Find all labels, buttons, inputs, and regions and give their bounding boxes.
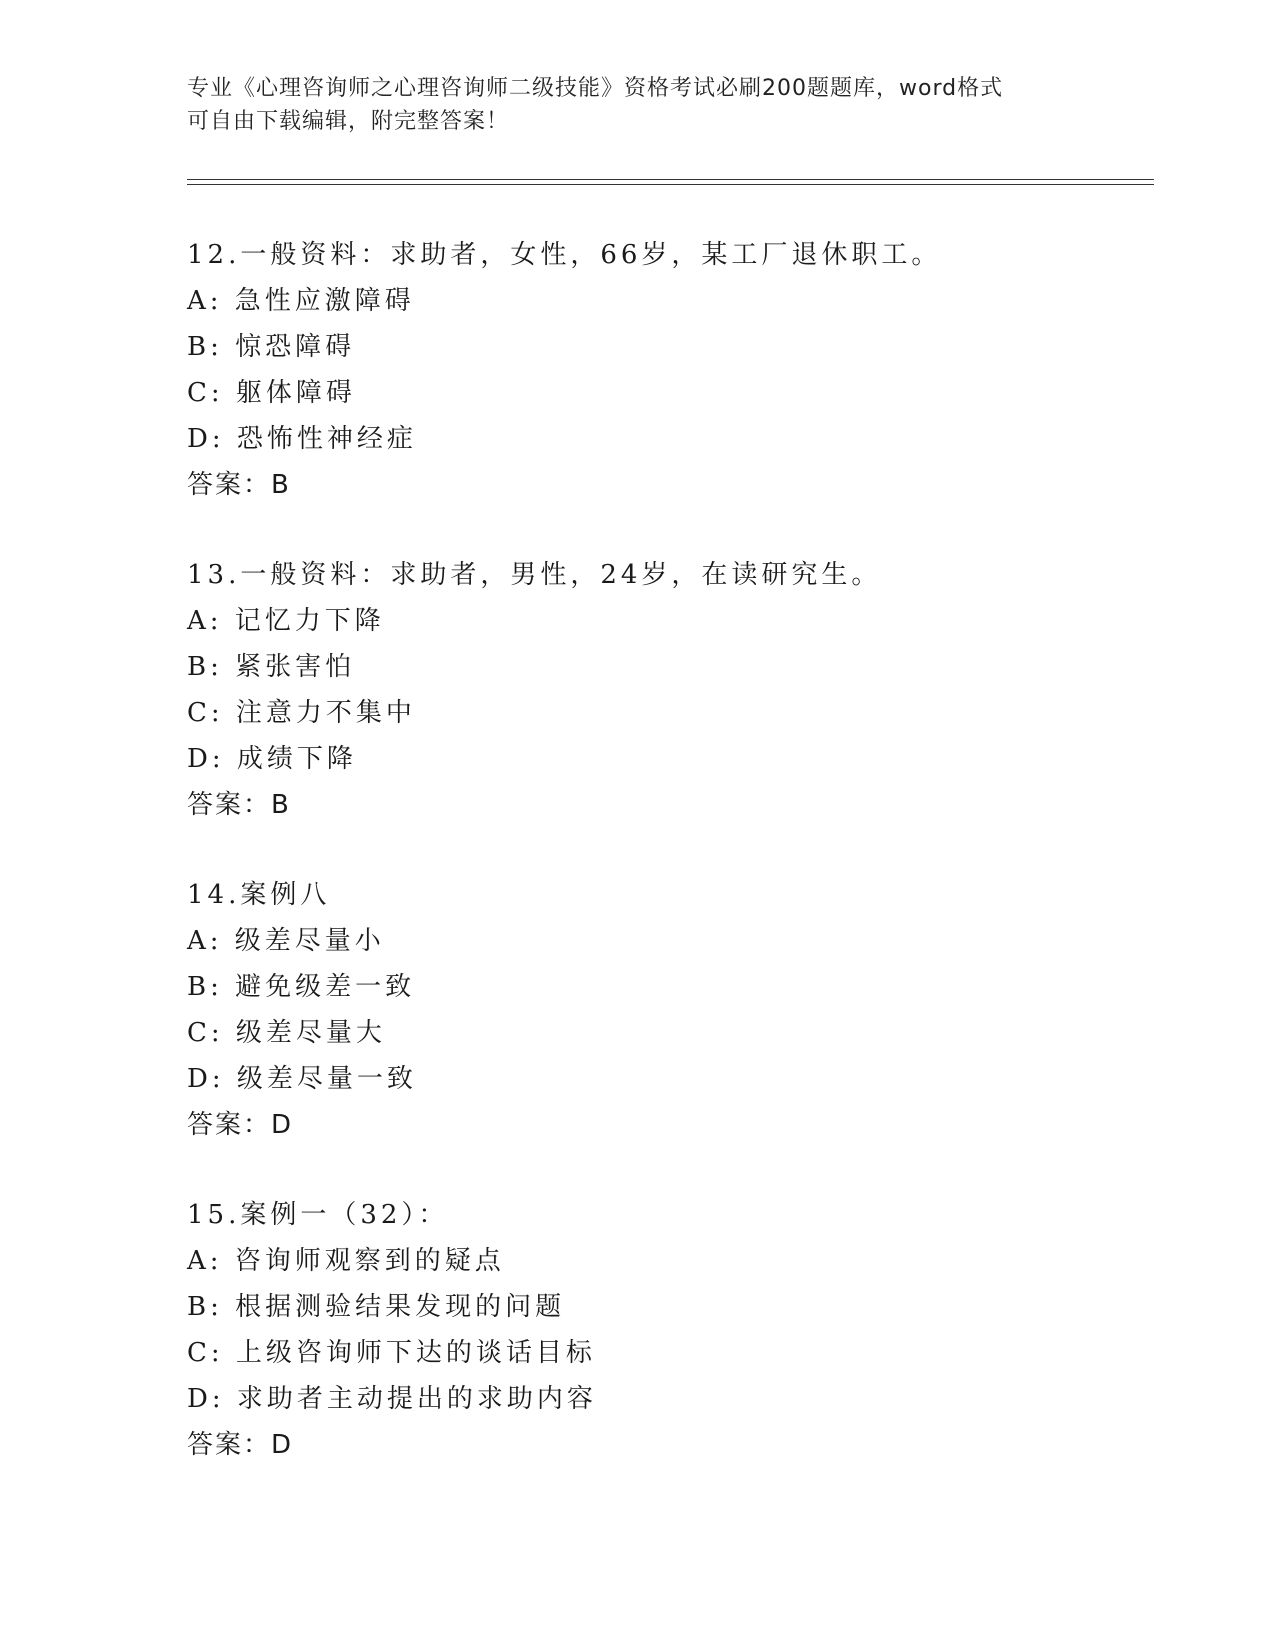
option-d: D: 求助者主动提出的求助内容: [187, 1384, 597, 1414]
question-stem: 13.一般资料：求助者，男性，24岁，在读研究生。: [187, 560, 882, 590]
question-stem: 12.一般资料：求助者，女性，66岁，某工厂退休职工。: [187, 240, 942, 270]
option-c: C: 上级咨询师下达的谈话目标: [187, 1338, 596, 1368]
answer-key: 答案：D: [187, 1430, 294, 1460]
option-d: D: 级差尽量一致: [187, 1064, 417, 1094]
question-14: [187, 872, 1087, 1148]
option-d: D: 成绩下降: [187, 744, 357, 774]
header-divider-top: [187, 179, 1154, 180]
question-stem: 15.案例一（32）：: [187, 1200, 449, 1230]
option-a: A: 记忆力下降: [187, 606, 385, 636]
option-a: A: 急性应激障碍: [187, 286, 415, 316]
option-c: C: 注意力不集中: [187, 698, 416, 728]
option-b: B: 紧张害怕: [187, 652, 356, 682]
option-a: A: 级差尽量小: [187, 926, 385, 956]
document-header: [187, 72, 1087, 138]
answer-key: 答案：B: [187, 470, 291, 500]
option-c: C: 级差尽量大: [187, 1018, 386, 1048]
option-d: D: 恐怖性神经症: [187, 424, 417, 454]
option-c: C: 躯体障碍: [187, 378, 356, 408]
option-b: B: 避免级差一致: [187, 972, 416, 1002]
question-12: [187, 232, 1087, 508]
question-15: [187, 1192, 1087, 1468]
header-line-2: 可自由下载编辑，附完整答案！: [187, 109, 510, 134]
option-a: A: 咨询师观察到的疑点: [187, 1246, 505, 1276]
answer-key: 答案：D: [187, 1110, 294, 1140]
answer-key: 答案：B: [187, 790, 291, 820]
header-divider-bottom: [187, 184, 1154, 185]
question-stem: 14.案例八: [187, 880, 331, 910]
header-line-1: 专业《心理咨询师之心理咨询师二级技能》资格考试必刷200题题库，word格式: [187, 76, 1004, 101]
option-b: B: 惊恐障碍: [187, 332, 356, 362]
question-13: [187, 552, 1087, 828]
option-b: B: 根据测验结果发现的问题: [187, 1292, 566, 1322]
